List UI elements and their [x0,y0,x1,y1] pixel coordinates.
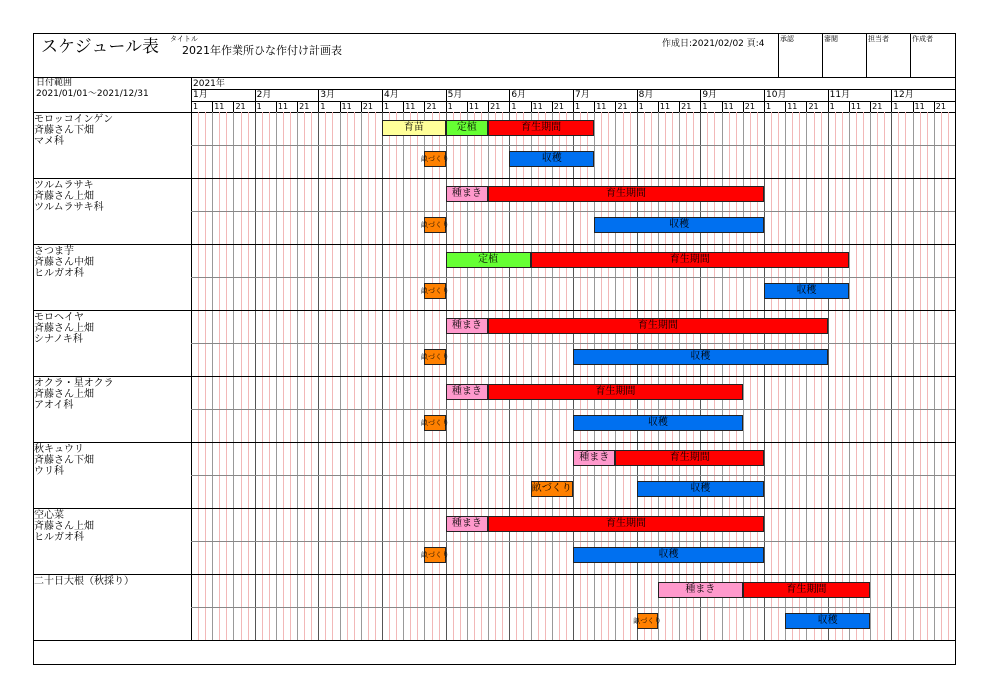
crop-family: ツルムラサキ科 [34,202,104,213]
crop-name: モロッコインゲン [34,114,114,125]
task-bar-harvest: 収穫 [509,151,594,167]
day-header-line [276,101,277,112]
year-label: 2021年 [193,79,225,89]
row-midline [191,343,955,344]
day-label: 11 [787,102,798,111]
day-header-line [913,101,914,112]
day-label: 1 [638,102,644,111]
crop-label [34,576,134,587]
date-range-value: 2021/01/01～2021/12/31 [36,89,149,99]
task-bar-bed: 畝づくり [637,613,658,629]
day-label: 11 [468,102,480,111]
task-bar-growth: 育生期間 [488,516,764,532]
day-label: 11 [405,102,416,111]
task-bar-bed: 畝づくり [531,481,573,497]
task-bar-harvest: 収穫 [785,613,870,629]
task-bar-sowing: 種まき [446,318,488,334]
row-divider [33,442,956,443]
title-caption: タイトル [170,35,198,43]
crop-family: アオイ科 [34,400,74,411]
crop-label [34,312,94,345]
task-bar-nursery: 育苗 [382,120,446,136]
month-header-line [509,89,510,112]
crop-family: マメ科 [34,136,64,147]
approval-divider [910,33,911,77]
day-label: 1 [575,102,581,111]
day-header-line [679,101,680,112]
day-label: 1 [766,102,772,111]
approval-divider [778,33,779,77]
task-bar-harvest: 収穫 [573,415,743,431]
task-bar-harvest: 収穫 [573,547,764,563]
day-label: 21 [426,102,437,111]
month-header-line [891,89,892,112]
crop-name: 空心菜 [34,510,64,521]
approval-divider [866,33,867,77]
page-title: スケジュール表 [41,37,159,57]
day-label: 21 [935,102,946,111]
day-label: 11 [659,102,671,111]
day-header-line [806,101,807,112]
crop-name: さつま芋 [34,246,74,257]
month-header-line [637,89,638,112]
task-bar-growth: 育生期間 [488,384,743,400]
approval-label: 審閲 [824,35,838,43]
day-label: 1 [702,102,708,111]
day-label: 21 [235,102,246,111]
crop-name: 二十日大根（秋採り） [34,576,134,587]
task-bar-sowing: 種まき [573,450,615,466]
task-bar-sowing: 種まき [446,516,488,532]
day-header-line [785,101,786,112]
month-header-line [318,89,319,112]
day-header-line [340,101,341,112]
approval-label: 作成者 [912,35,933,43]
crop-field: 斉藤さん下畑 [34,455,94,466]
day-label: 11 [914,102,925,111]
task-bar-bed: 畝づくり [424,217,445,233]
task-bar-planting: 定植 [446,252,531,268]
day-label: 1 [511,102,517,111]
day-label: 1 [384,102,390,111]
date-range-label: 日付範囲 [36,78,73,88]
task-bar-harvest: 収穫 [594,217,764,233]
crop-label [34,246,94,279]
row-divider [33,178,956,179]
task-bar-planting: 定植 [446,120,488,136]
task-bar-bed: 畝づくり [424,283,445,299]
row-divider [33,508,956,509]
day-label: 11 [850,102,862,111]
crop-name: ツルムラサキ [34,180,94,191]
day-label: 21 [872,102,883,111]
crop-label [34,444,94,477]
day-header-line [467,101,468,112]
crop-label [34,114,113,147]
task-bar-bed: 畝づくり [424,547,445,563]
day-label: 21 [490,102,501,111]
day-label: 11 [277,102,289,111]
task-bar-bed: 畝づくり [424,151,445,167]
day-header-line [531,101,532,112]
month-header-line [828,89,829,112]
crop-label [34,510,94,543]
approval-label: 承認 [780,35,794,43]
day-header-line [361,101,362,112]
month-label: 10月 [766,90,787,100]
crop-family: ヒルガオ科 [34,532,84,543]
row-divider [33,376,956,377]
row-divider [33,244,956,245]
crop-label [34,180,104,213]
day-header-line [212,101,213,112]
day-label: 11 [214,102,225,111]
crop-field: 斉藤さん上畑 [34,323,94,334]
month-header-line [255,89,256,112]
day-header-line [849,101,850,112]
month-label: 11月 [829,90,851,100]
schedule-subtitle: 2021年作業所ひな作付け計画表 [182,44,342,57]
day-header-line [233,101,234,112]
task-bar-sowing: 種まき [446,186,488,202]
month-label: 7月 [575,90,590,100]
day-label: 21 [808,102,819,111]
day-label: 21 [744,102,755,111]
month-label: 2月 [256,90,272,100]
month-label: 6月 [511,90,527,100]
day-header-line [658,101,659,112]
day-label: 11 [596,102,607,111]
grid-bottom [33,640,956,641]
month-label: 5月 [447,90,463,100]
crop-name: モロヘイヤ [34,312,84,323]
header-divider [33,77,956,78]
row-divider [33,574,956,575]
approval-divider [822,33,823,77]
row-midline [191,607,955,608]
row-midline [191,211,955,212]
day-header-line [594,101,595,112]
day-label: 11 [341,102,352,111]
day-header-line [552,101,553,112]
day-header-line [403,101,404,112]
day-header-line [488,101,489,112]
row-midline [191,277,955,278]
task-bar-growth: 育生期間 [743,582,870,598]
day-label: 21 [617,102,628,111]
crop-name: オクラ・星オクラ [34,378,114,389]
month-label: 3月 [320,90,336,100]
task-bar-harvest: 収穫 [573,349,828,365]
day-label: 21 [299,102,310,111]
approval-label: 担当者 [868,35,889,43]
month-header-line [700,89,701,112]
task-bar-harvest: 収穫 [764,283,849,299]
row-divider [33,310,956,311]
task-bar-bed: 畝づくり [424,415,445,431]
task-bar-bed: 畝づくり [424,349,445,365]
crop-label [34,378,114,411]
day-header-line [743,101,744,112]
row-midline [191,145,955,146]
row-midline [191,541,955,542]
day-label: 1 [320,102,326,111]
day-label: 1 [193,102,199,111]
day-label: 11 [723,102,734,111]
month-header-line [382,89,383,112]
day-header-line [424,101,425,112]
day-header-line [870,101,871,112]
task-bar-growth: 育生期間 [488,120,594,136]
month-header-line [573,89,574,112]
created-date: 作成日:2021/02/02 頁:4 [662,39,765,49]
day-label: 1 [447,102,453,111]
row-midline [191,409,955,410]
day-label: 1 [893,102,899,111]
task-bar-growth: 育生期間 [615,450,764,466]
task-bar-growth: 育生期間 [488,186,764,202]
month-label: 8月 [638,90,654,100]
crop-field: 斉藤さん上畑 [34,521,94,532]
day-label: 21 [553,102,564,111]
crop-family: シナノキ科 [34,334,83,345]
crop-field: 斉藤さん上畑 [34,389,94,400]
row-midline [191,475,955,476]
label-column-divider [191,77,192,640]
day-header-line [615,101,616,112]
crop-family: ウリ科 [34,466,64,477]
day-label: 21 [362,102,373,111]
month-header-line [764,89,765,112]
day-label: 21 [681,102,692,111]
crop-field: 斉藤さん中畑 [34,257,94,268]
task-bar-growth: 育生期間 [488,318,828,334]
day-header-line [297,101,298,112]
task-bar-harvest: 収穫 [637,481,764,497]
day-header-line [934,101,935,112]
task-bar-sowing: 種まき [658,582,743,598]
day-label: 1 [256,102,262,111]
day-label: 11 [532,102,543,111]
task-bar-sowing: 種まき [446,384,488,400]
month-label: 4月 [384,90,399,100]
crop-field: 斉藤さん下畑 [34,125,94,136]
month-label: 9月 [702,90,718,100]
task-bar-growth: 育生期間 [531,252,849,268]
month-header-line [446,89,447,112]
month-label: 12月 [893,90,914,100]
day-label: 1 [829,102,835,111]
month-label: 1月 [193,90,208,100]
crop-family: ヒルガオ科 [34,268,84,279]
day-header-line [722,101,723,112]
crop-name: 秋キュウリ [34,444,84,455]
crop-field: 斉藤さん上畑 [34,191,94,202]
